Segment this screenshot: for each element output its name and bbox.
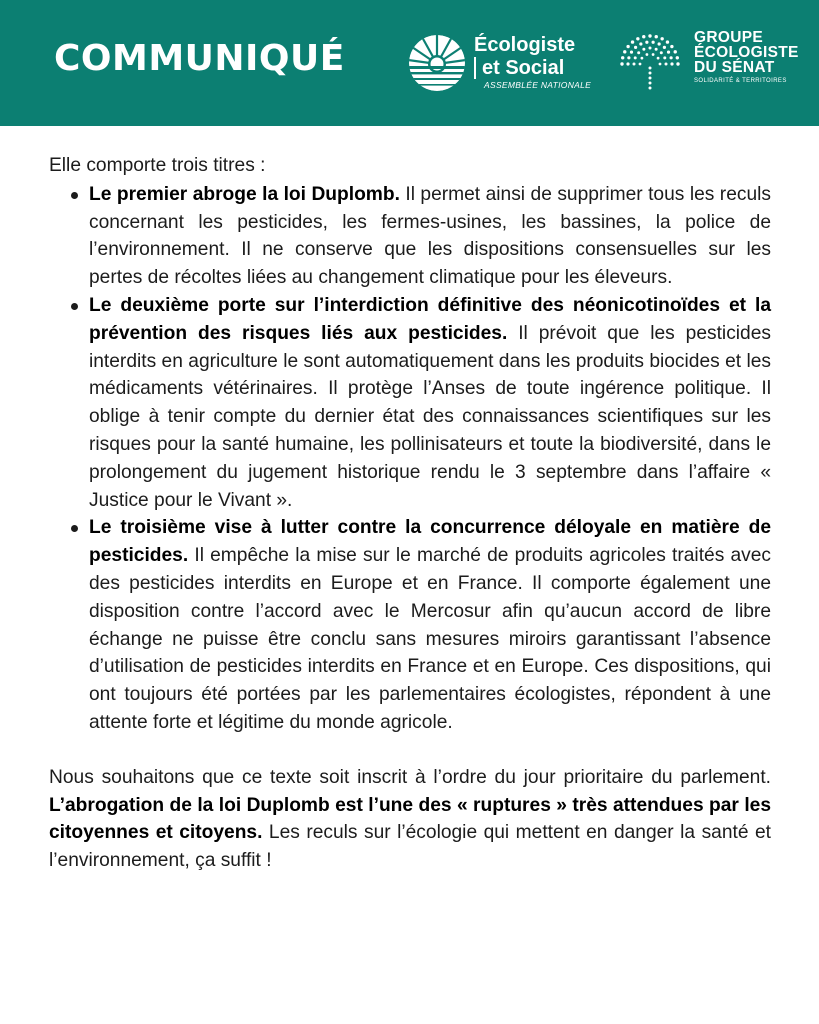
hemicycle-dot [676,62,679,65]
hemicycle-dot [639,63,642,66]
hemicycle-dot [676,56,679,59]
hemicycle-dot [636,37,639,40]
hemicycle-dot [631,40,634,43]
hemicycle-dot [655,48,658,51]
senate-hemicycle-icon [618,32,682,94]
hemicycle-dot [666,40,669,43]
hemicycle-dot [626,45,629,48]
hemicycle-dot [660,37,663,40]
hemicycle-dot [649,67,652,70]
hemicycle-dot [637,51,640,54]
titles-list [49,181,771,737]
hemicycle-dot [660,51,663,54]
hemicycle-dot [658,42,661,45]
hemicycle-dot [626,62,629,65]
closing-text-2: Les reculs sur l’écologie qui mettent en danger la santé et l’environnement, ça suffit ! [49,822,771,872]
list-item-bold: Le deuxième porte sur l’interdiction définitive des néonicotinoïdes et la prévention des risques liés aux pesticides. [89,294,771,344]
hemicycle-dot [649,87,652,90]
logo-senat-line3: DU SÉNAT [694,59,775,76]
logo-eco-line3: ASSEMBLÉE NATIONALE [484,80,592,90]
list-item [89,292,771,514]
list-item [89,181,771,292]
list-item-bold: Le premier abroge la loi Duplomb. [89,183,400,205]
hemicycle-dot [670,62,673,65]
hemicycle-dot [633,63,636,66]
logo-ecologiste-social [408,30,598,96]
hemicycle-dot [627,56,630,59]
communique-body [49,152,771,875]
list-item-text: Il prévoit que les pesticides interdits en agriculture le sont automatiquement dans les produits biocides et les médicaments vétérinaires. Il protège l’Anses de toute ingérence politique. Il oblige à tenir compte du dernier état des connaissances scientifiques sur les risques pour la santé humaine, les pollinisateurs et toute la biodiversité, dans le prolongement du jugement historique rendu le 3 septembre dans l’affaire « Justice pour le Vivant ». [89,322,771,511]
hemicycle-dot [621,56,624,59]
list-item-text: Il empêche la mise sur le marché de produits agricoles traités avec des pesticides interdits en Europe et en France. Il comporte également une disposition contre l’accord avec le Mercosur afin qu’aucun accord de libre échange ne puisse être conclu sans mesures miroirs garantissant l’absence d’utilisation de pesticides interdits en France et en Europe. Ces dispositions, qui ont toujours été portées par les parlementaires écologistes, répondent à une attente forte et légitime du monde agricole. [89,545,771,733]
hemicycle-dot [663,46,666,49]
hemicycle-dot [645,41,648,44]
hemicycle-dot [620,62,623,65]
hemicycle-dot [659,63,662,66]
hemicycle-dot [670,45,673,48]
intro-text: Elle comporte trois titres : [49,155,266,176]
hemicycle-dot [623,50,626,53]
sun-rising-icon [408,34,466,92]
hemicycle-dot [649,77,652,80]
hemicycle-dot [630,51,633,54]
hemicycle-dot [665,63,668,66]
hemicycle-dot [652,53,655,56]
page-title: COMMUNIQUÉ [54,38,345,79]
header-banner [0,0,819,126]
hemicycle-dot [642,35,645,38]
hemicycle-dot [639,42,642,45]
list-item-text: Il permet ainsi de supprimer tous les reculs concernant les pesticides, les fermes-usines, les bassines, la police de l’environnement. Il ne conserve que les dispositions consensuelles sur les pertes de récoltes liées au changement climatique pour les éleveurs. [89,183,771,289]
closing-paragraph [49,764,771,875]
hemicycle-dot [646,53,649,56]
logo-eco-line1: Écologiste [474,34,576,56]
hemicycle-dot [641,57,644,60]
hemicycle-dot [634,46,637,49]
hemicycle-dot [670,56,673,59]
hemicycle-dot [663,56,666,59]
closing-bold: L’abrogation de la loi Duplomb est l’une des « ruptures » très attendues par les citoyennes et citoyens. [49,794,771,844]
logo-senat-line4: SOLIDARITÉ & TERRITOIRES [694,78,787,84]
hemicycle-dot [649,72,652,75]
hemicycle-dot [649,47,652,50]
logo-senat-line2: ÉCOLOGISTE [694,44,799,61]
hemicycle-dot [655,35,658,38]
logo-senat-line1: GROUPE [694,29,763,46]
list-item-bold: Le troisième vise à lutter contre la concurrence déloyale en matière de pesticides. [89,517,771,567]
hemicycle-dot [634,56,637,59]
hemicycle-dot [674,50,677,53]
hemicycle-dot [652,41,655,44]
logo-groupe-senat [618,30,798,96]
logo-eco-line2: et Social [474,57,591,79]
hemicycle-dot [657,57,660,60]
hemicycle-dot [667,51,670,54]
hemicycle-dot [649,82,652,85]
hemicycle-dot [642,48,645,51]
hemicycle-dot [648,34,651,37]
closing-text-1: Nous souhaitons que ce texte soit inscrit à l’ordre du jour prioritaire du parlement. [49,766,771,788]
list-item [89,514,771,736]
